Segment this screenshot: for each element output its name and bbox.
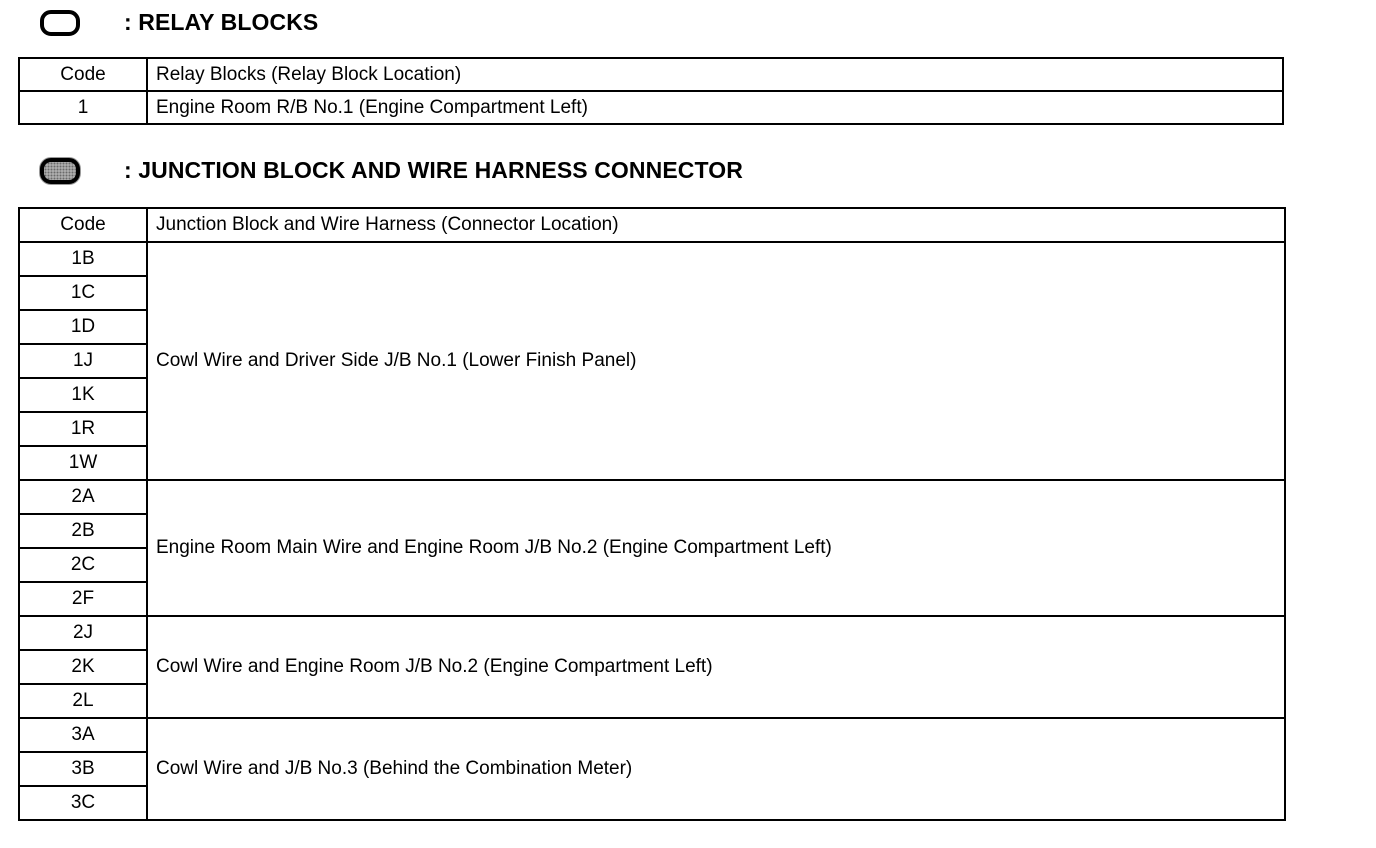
code-cell: 1W [19, 446, 147, 480]
code-cell: 2L [19, 684, 147, 718]
code-header: Code [19, 208, 147, 242]
description-cell: Cowl Wire and J/B No.3 (Behind the Combination Meter) [147, 718, 1285, 820]
relay-block-outline-icon [40, 10, 80, 36]
description-header: Junction Block and Wire Harness (Connector Location) [147, 208, 1285, 242]
junction-block-shaded-icon [40, 158, 80, 184]
code-cell: 2B [19, 514, 147, 548]
table-header-row [19, 58, 1283, 91]
table-row [19, 480, 1285, 514]
description-cell: Cowl Wire and Engine Room J/B No.2 (Engine Compartment Left) [147, 616, 1285, 718]
code-cell: 3B [19, 752, 147, 786]
table-header-row [19, 208, 1285, 242]
description-header: Relay Blocks (Relay Block Location) [147, 58, 1283, 91]
relay-blocks-heading [40, 9, 318, 36]
code-header: Code [19, 58, 147, 91]
description-cell: Cowl Wire and Driver Side J/B No.1 (Lower Finish Panel) [147, 242, 1285, 480]
description-cell: Engine Room Main Wire and Engine Room J/B No.2 (Engine Compartment Left) [147, 480, 1285, 616]
table-row [19, 242, 1285, 276]
description-cell: Engine Room R/B No.1 (Engine Compartment Left) [147, 91, 1283, 124]
code-cell: 3A [19, 718, 147, 752]
code-cell: 2C [19, 548, 147, 582]
relay-blocks-title: : RELAY BLOCKS [124, 9, 319, 35]
code-cell: 2A [19, 480, 147, 514]
table-row [19, 718, 1285, 752]
code-cell: 1C [19, 276, 147, 310]
code-cell: 1K [19, 378, 147, 412]
code-cell: 1B [19, 242, 147, 276]
code-cell: 1R [19, 412, 147, 446]
junction-block-title: : JUNCTION BLOCK AND WIRE HARNESS CONNECTOR [124, 157, 743, 183]
junction-block-table [18, 207, 1286, 821]
code-cell: 1J [19, 344, 147, 378]
code-cell: 2F [19, 582, 147, 616]
junction-block-heading [40, 157, 743, 184]
table-row [19, 91, 1283, 124]
table-row [19, 616, 1285, 650]
code-cell: 1D [19, 310, 147, 344]
relay-blocks-table [18, 57, 1284, 125]
code-cell: 1 [19, 91, 147, 124]
code-cell: 2K [19, 650, 147, 684]
code-cell: 2J [19, 616, 147, 650]
code-cell: 3C [19, 786, 147, 820]
